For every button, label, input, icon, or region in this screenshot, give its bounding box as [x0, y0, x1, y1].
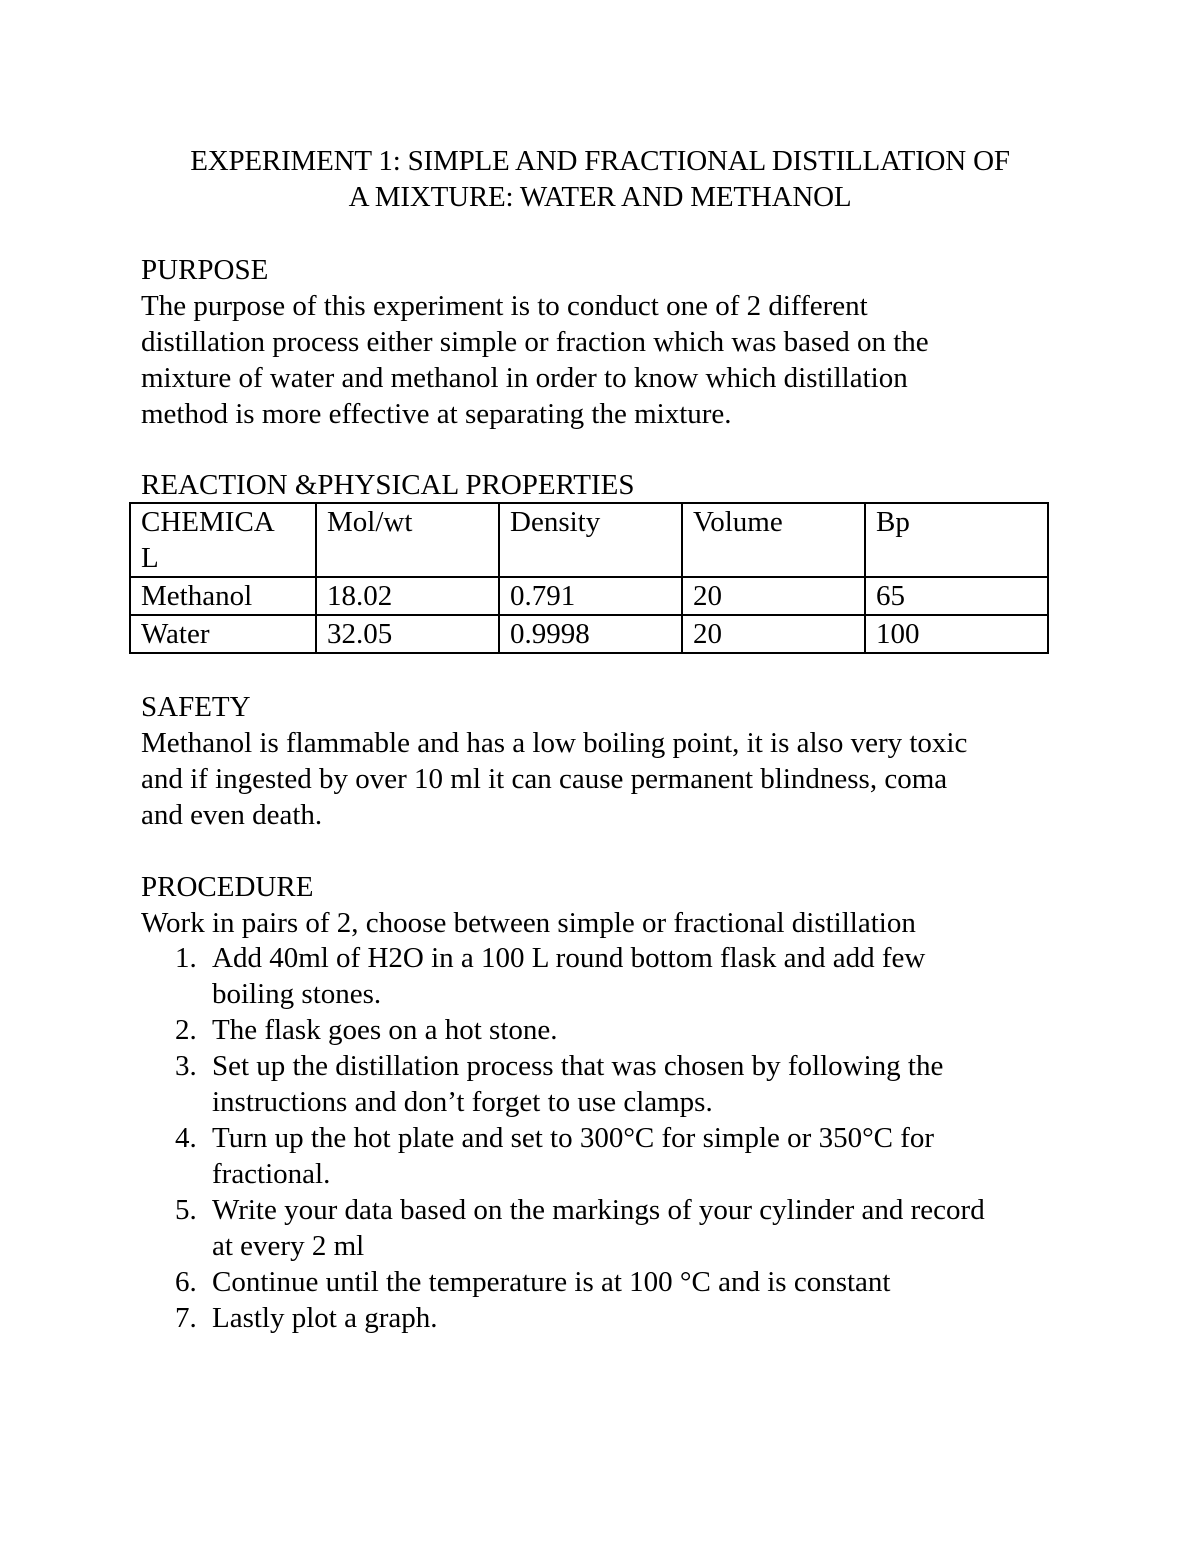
purpose-line: mixture of water and methanol in order to know which distillation [141, 362, 908, 394]
safety-line: and even death. [141, 799, 323, 831]
step-line: The flask goes on a hot stone. [212, 1014, 558, 1046]
table-cell-volume: 20 [682, 615, 865, 653]
step-line: Lastly plot a graph. [212, 1302, 438, 1334]
step-line: instructions and don’t forget to use clamps. [212, 1086, 713, 1118]
list-item [141, 1300, 1071, 1336]
procedure-heading: PROCEDURE [141, 871, 314, 903]
step-number: 1. [175, 942, 197, 974]
properties-section [141, 467, 1061, 503]
table-cell-bp: 65 [865, 577, 1048, 615]
header-cell-density: Density [499, 503, 682, 577]
purpose-paragraph [141, 288, 1061, 432]
list-item [141, 1048, 1071, 1120]
safety-section [141, 689, 1061, 833]
step-number: 2. [175, 1014, 197, 1046]
safety-line: and if ingested by over 10 ml it can cause permanent blindness, coma [141, 763, 948, 795]
title-line-2: A MIXTURE: WATER AND METHANOL [348, 181, 852, 213]
purpose-line: The purpose of this experiment is to conduct one of 2 different [141, 290, 868, 322]
step-line: Set up the distillation process that was chosen by following the [212, 1050, 944, 1082]
purpose-section [141, 252, 1061, 432]
step-number: 5. [175, 1194, 197, 1226]
list-item [141, 940, 1071, 1012]
safety-heading: SAFETY [141, 691, 251, 723]
table-cell-chemical: Methanol [130, 577, 316, 615]
header-cell-bp: Bp [865, 503, 1048, 577]
step-number: 6. [175, 1266, 197, 1298]
step-number: 3. [175, 1050, 197, 1082]
purpose-heading: PURPOSE [141, 254, 269, 286]
step-number: 7. [175, 1302, 197, 1334]
step-number: 4. [175, 1122, 197, 1154]
table-cell-molwt: 32.05 [316, 615, 499, 653]
table-cell-molwt: 18.02 [316, 577, 499, 615]
safety-paragraph [141, 725, 1061, 833]
procedure-intro: Work in pairs of 2, choose between simple or fractional distillation [141, 907, 916, 939]
properties-table [129, 502, 1049, 654]
step-line: Turn up the hot plate and set to 300°C for simple or 350°C for [212, 1122, 935, 1154]
header-chemical-line-2: L [141, 542, 159, 574]
purpose-line: distillation process either simple or fraction which was based on the [141, 326, 929, 358]
step-line: Add 40ml of H2O in a 100 L round bottom flask and add few [212, 942, 926, 974]
header-chemical-line-1: CHEMICA [141, 506, 275, 538]
properties-heading: REACTION &PHYSICAL PROPERTIES [141, 469, 635, 501]
procedure-steps [141, 940, 1071, 1336]
purpose-line: method is more effective at separating the mixture. [141, 398, 732, 430]
list-item [141, 1264, 1071, 1300]
document-title [100, 143, 1100, 215]
list-item [141, 1120, 1071, 1192]
step-line: Write your data based on the markings of your cylinder and record [212, 1194, 985, 1226]
table-header-row [130, 503, 1048, 577]
title-line-1: EXPERIMENT 1: SIMPLE AND FRACTIONAL DISTILLATION OF [190, 145, 1010, 177]
step-line: Continue until the temperature is at 100 °C and is constant [212, 1266, 891, 1298]
table-cell-chemical: Water [130, 615, 316, 653]
table-cell-density: 0.9998 [499, 615, 682, 653]
header-cell-molwt: Mol/wt [316, 503, 499, 577]
step-line: at every 2 ml [212, 1230, 365, 1262]
table-cell-volume: 20 [682, 577, 865, 615]
procedure-section [141, 869, 1061, 941]
table-row [130, 577, 1048, 615]
step-line: fractional. [212, 1158, 331, 1190]
list-item [141, 1192, 1071, 1264]
table-cell-bp: 100 [865, 615, 1048, 653]
list-item [141, 1012, 1071, 1048]
step-line: boiling stones. [212, 978, 382, 1010]
safety-line: Methanol is flammable and has a low boiling point, it is also very toxic [141, 727, 968, 759]
header-cell-chemical [130, 503, 316, 577]
table-cell-density: 0.791 [499, 577, 682, 615]
header-cell-volume: Volume [682, 503, 865, 577]
table-row [130, 615, 1048, 653]
